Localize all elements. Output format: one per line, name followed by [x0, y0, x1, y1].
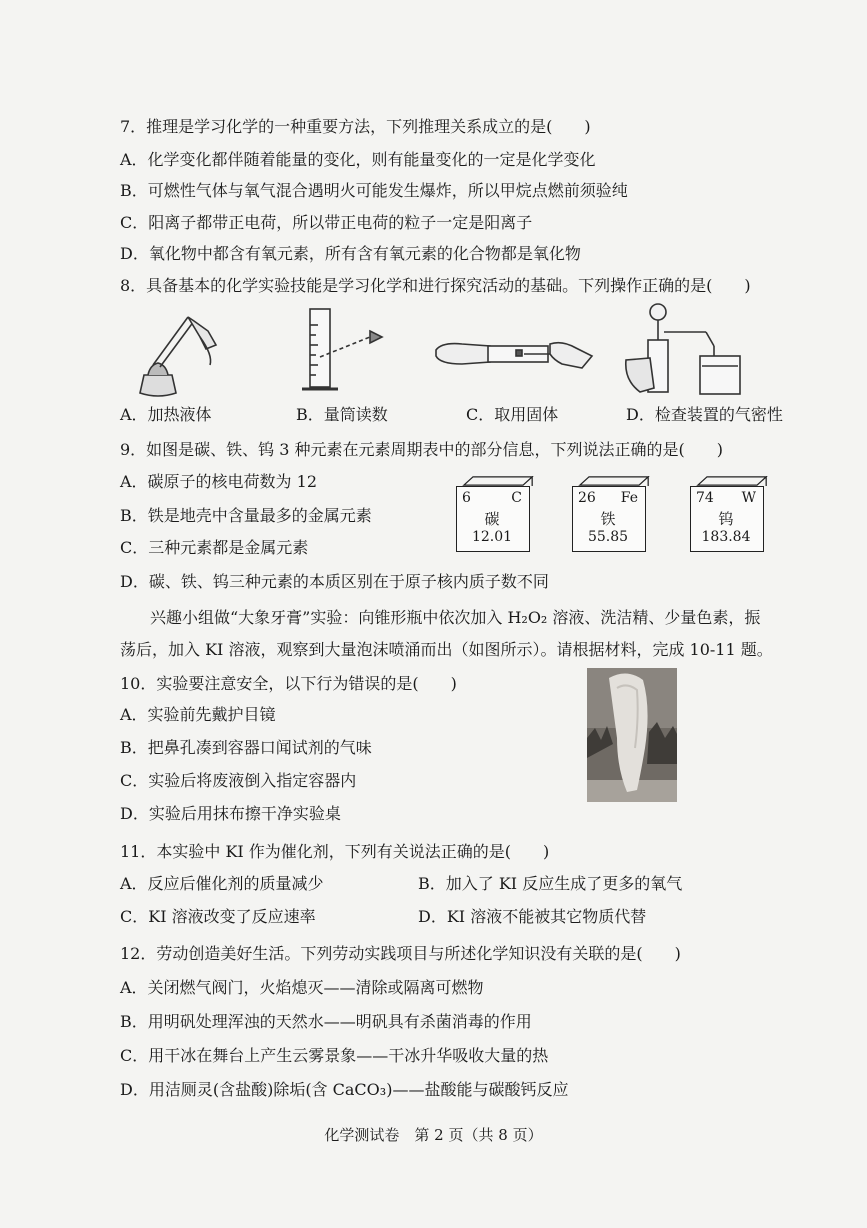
q9-stem: 9．如图是碳、铁、钨 3 种元素在元素周期表中的部分信息，下列说法正确的是( ) [120, 440, 724, 459]
element-card-iron [572, 476, 656, 552]
atomic-mass: 55.85 [587, 529, 629, 545]
element-symbol: C [511, 490, 522, 506]
q11-option-d: D．KI 溶液不能被其它物质代替 [418, 907, 647, 926]
q8-option-a: A．加热液体 [120, 405, 212, 424]
airtightness-apparatus-illustration [620, 300, 750, 400]
element-card-tungsten [690, 476, 774, 552]
page-footer: 化学测试卷 第 2 页（共 8 页） [324, 1126, 543, 1144]
q9-option-a: A．碳原子的核电荷数为 12 [120, 472, 318, 491]
q7-option-d: D．氧化物中都含有氧元素，所有含有氧元素的化合物都是氧化物 [120, 244, 581, 263]
graduated-cylinder-illustration [290, 305, 400, 397]
q9-option-b: B．铁是地壳中含量最多的金属元素 [120, 506, 372, 525]
q8-option-b: B．量筒读数 [296, 405, 388, 424]
q7-stem: 7．推理是学习化学的一种重要方法，下列推理关系成立的是( ) [120, 117, 591, 136]
q7-option-a: A．化学变化都伴随着能量的变化，则有能量变化的一定是化学变化 [120, 150, 596, 169]
q10-stem: 10．实验要注意安全，以下行为错误的是( ) [120, 674, 457, 693]
element-name: 钨 [718, 510, 734, 528]
atomic-number: 6 [462, 490, 471, 506]
element-card-carbon [456, 476, 540, 552]
heating-liquid-illustration [128, 305, 228, 400]
element-symbol: W [741, 490, 756, 506]
q10-option-c: C．实验后将废液倒入指定容器内 [120, 771, 357, 790]
material-line-2: 荡后，加入 KI 溶液，观察到大量泡沫喷涌而出（如图所示）。请根据材料，完成 10-11 题。 [120, 640, 773, 659]
q8-option-d: D．检查装置的气密性 [626, 405, 783, 424]
q12-option-a: A．关闭燃气阀门，火焰熄灭——清除或隔离可燃物 [120, 978, 484, 997]
q11-option-c: C．KI 溶液改变了反应速率 [120, 907, 316, 926]
q11-stem: 11．本实验中 KI 作为催化剂，下列有关说法正确的是( ) [120, 842, 550, 861]
material-line-1: 兴趣小组做“大象牙膏”实验：向锥形瓶中依次加入 H₂O₂ 溶液、洗洁精、少量色素，振 [150, 608, 761, 627]
atomic-number: 26 [578, 490, 596, 506]
q10-option-d: D．实验后用抹布擦干净实验桌 [120, 804, 341, 823]
q12-option-d: D．用洁厕灵(含盐酸)除垢(含 CaCO₃)——盐酸能与碳酸钙反应 [120, 1080, 569, 1099]
q12-stem: 12．劳动创造美好生活。下列劳动实践项目与所述化学知识没有关联的是( ) [120, 944, 681, 963]
q7-option-b: B．可燃性气体与氧气混合遇明火可能发生爆炸，所以甲烷点燃前须验纯 [120, 181, 628, 200]
q8-stem: 8．具备基本的化学实验技能是学习化学和进行探究活动的基础。下列操作正确的是( ) [120, 276, 751, 295]
q11-option-a: A．反应后催化剂的质量减少 [120, 874, 324, 893]
q10-option-a: A．实验前先戴护目镜 [120, 705, 276, 724]
q11-option-b: B．加入了 KI 反应生成了更多的氧气 [418, 874, 683, 893]
taking-solid-illustration [432, 330, 602, 385]
q9-option-d: D．碳、铁、钨三种元素的本质区别在于原子核内质子数不同 [120, 572, 549, 591]
q7-option-c: C．阳离子都带正电荷，所以带正电荷的粒子一定是阳离子 [120, 213, 533, 232]
q10-option-b: B．把鼻孔凑到容器口闻试剂的气味 [120, 738, 372, 757]
element-name: 碳 [484, 510, 500, 528]
q12-option-b: B．用明矾处理浑浊的天然水——明矾具有杀菌消毒的作用 [120, 1012, 532, 1031]
q8-option-c: C．取用固体 [466, 405, 559, 424]
elephant-toothpaste-photo [587, 668, 677, 802]
q12-option-c: C．用干冰在舞台上产生云雾景象——干冰升华吸收大量的热 [120, 1046, 549, 1065]
element-name: 铁 [600, 510, 616, 528]
atomic-mass: 183.84 [701, 529, 751, 545]
atomic-mass: 12.01 [471, 529, 513, 545]
q9-option-c: C．三种元素都是金属元素 [120, 538, 309, 557]
element-symbol: Fe [620, 490, 638, 506]
atomic-number: 74 [696, 490, 714, 506]
